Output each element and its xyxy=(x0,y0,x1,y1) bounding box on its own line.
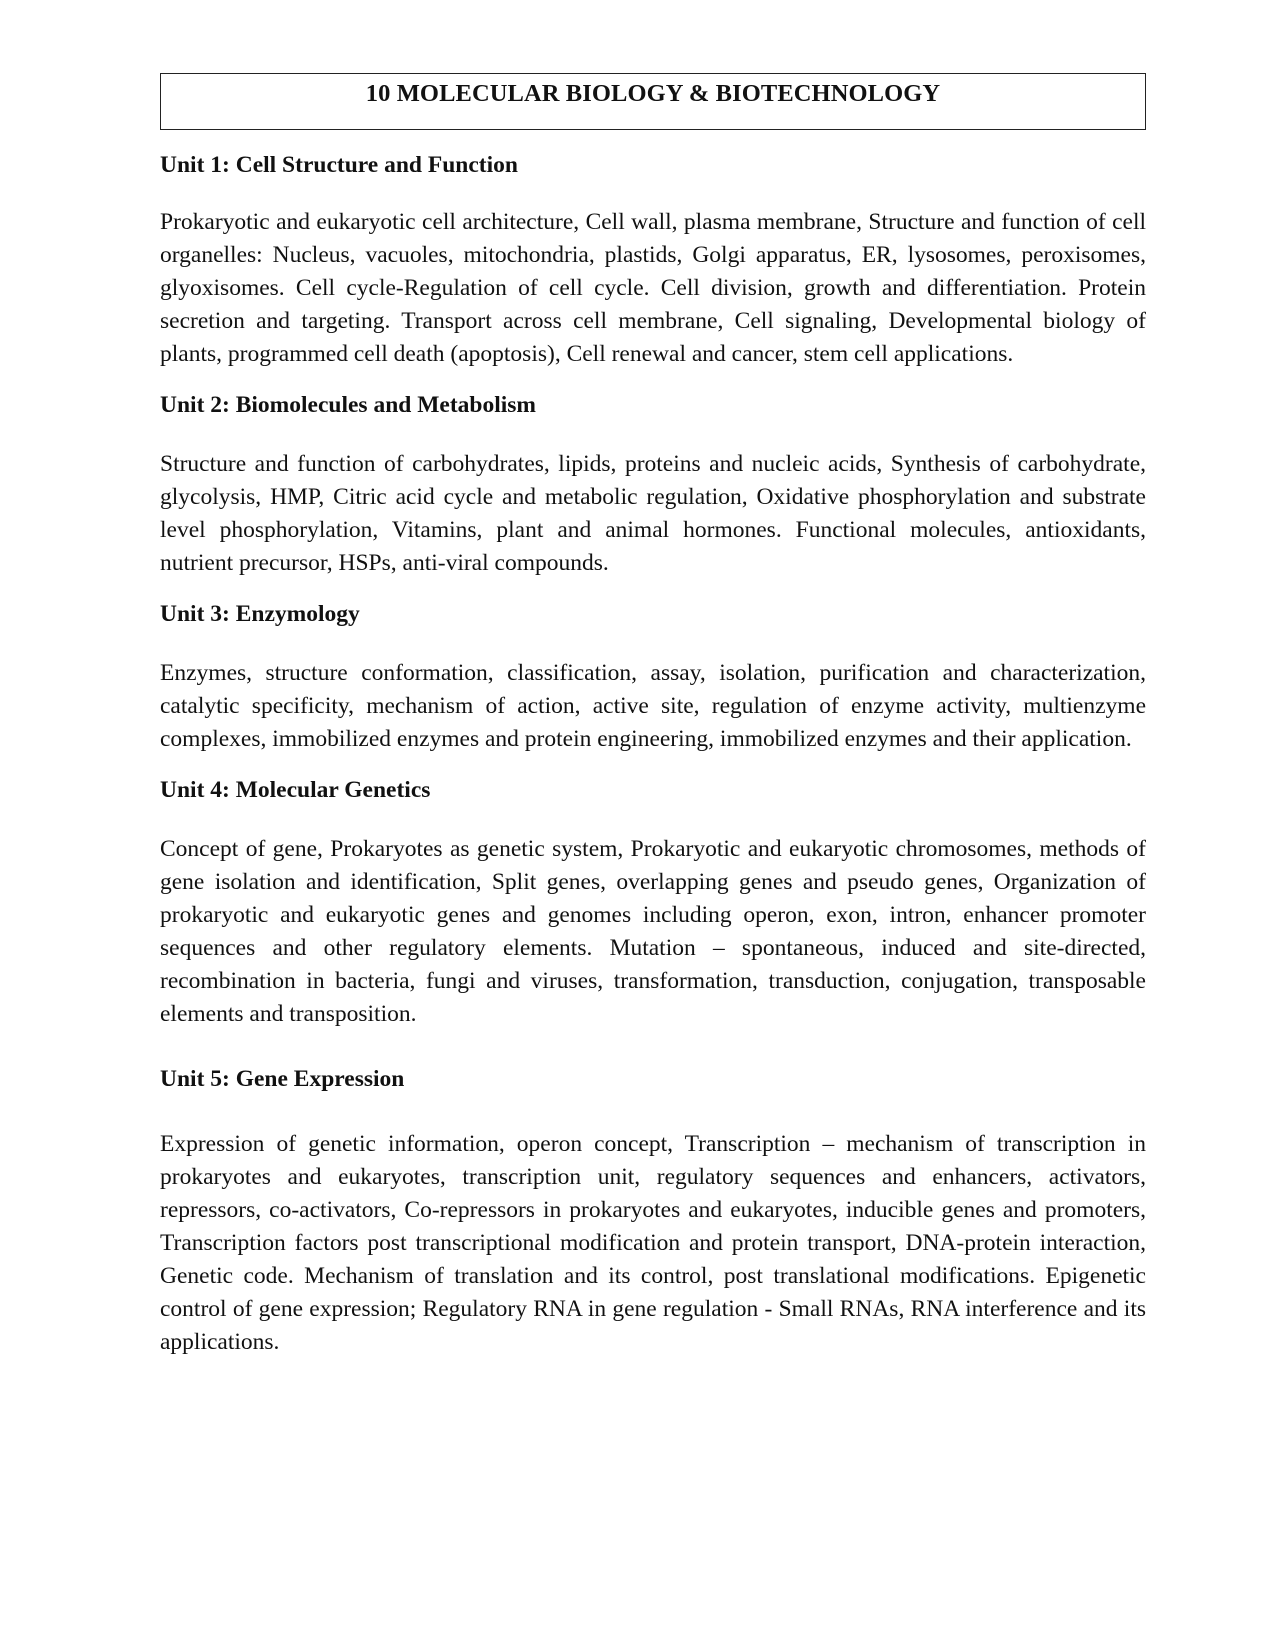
unit-5-body: Expression of genetic information, operon concept, Transcription – mechanism of transcription in prokaryotes and eukaryotes, transcription unit, regulatory sequences and enhancers, activators, repressors, co-activators, Co-repressors in prokaryotes and eukaryotes, inducible genes and promoters, Transcription factors post transcriptional modification and protein transport, DNA-protein interaction, Genetic code. Mechanism of translation and its control, post translational modifications. Epigenetic control of gene expression; Regulatory RNA in gene regulation - Small RNAs, RNA interference and its applications. xyxy=(160,1131,1146,1355)
unit-3-body: Enzymes, structure conformation, classification, assay, isolation, purification and characterization, catalytic specificity, mechanism of action, active site, regulation of enzyme activity, multienzyme complexes, immobilized enzymes and protein engineering, immobilized enzymes and their application. xyxy=(160,660,1146,752)
unit-2-body: Structure and function of carbohydrates, lipids, proteins and nucleic acids, Synthesis of carbohydrate, glycolysis, HMP, Citric acid cycle and metabolic regulation, Oxidative phosphorylation and substrate level phosphorylation, Vitamins, plant and animal hormones. Functional molecules, antioxidants, nutrient precursor, HSPs, anti-viral compounds. xyxy=(160,451,1146,576)
unit-1-body: Prokaryotic and eukaryotic cell architecture, Cell wall, plasma membrane, Structure and function of cell organelles: Nucleus, vacuoles, mitochondria, plastids, Golgi apparatus, ER, lysosomes, peroxisomes, glyoxisomes. Cell cycle-Regulation of cell cycle. Cell division, growth and differentiation. Protein secretion and targeting. Transport across cell membrane, Cell signaling, Developmental biology of plants, programmed cell death (apoptosis), Cell renewal and cancer, stem cell applications. xyxy=(160,209,1146,367)
page-title: 10 MOLECULAR BIOLOGY & BIOTECHNOLOGY xyxy=(365,80,941,107)
unit-3-heading: Unit 3: Enzymology xyxy=(160,601,360,627)
unit-2-heading: Unit 2: Biomolecules and Metabolism xyxy=(160,392,536,418)
unit-4-heading: Unit 4: Molecular Genetics xyxy=(160,777,431,803)
title-box xyxy=(160,73,1146,130)
unit-4-body: Concept of gene, Prokaryotes as genetic system, Prokaryotic and eukaryotic chromosomes, methods of gene isolation and identification, Split genes, overlapping genes and pseudo genes, Organization of prokaryotic and eukaryotic genes and genomes including operon, exon, intron, enhancer promoter sequences and other regulatory elements. Mutation – spontaneous, induced and site-directed, recombination in bacteria, fungi and viruses, transformation, transduction, conjugation, transposable elements and transposition. xyxy=(160,836,1146,1027)
document-page xyxy=(160,73,1146,1359)
unit-5-heading: Unit 5: Gene Expression xyxy=(160,1066,405,1092)
unit-1-heading: Unit 1: Cell Structure and Function xyxy=(160,152,518,178)
